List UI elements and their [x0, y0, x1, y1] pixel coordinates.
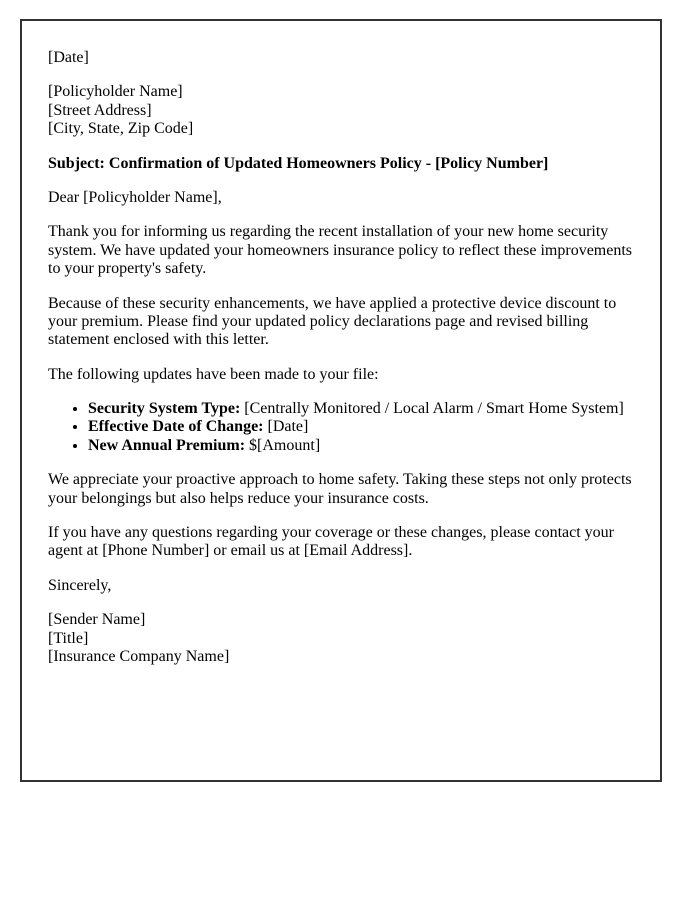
- sender-title: [Title]: [48, 629, 89, 647]
- list-item-effective-date: [88, 418, 634, 436]
- bullet-label: Security System Type:: [88, 400, 241, 418]
- salutation: Dear [Policyholder Name],: [48, 188, 222, 206]
- letter-document: [20, 19, 662, 782]
- closing: Sincerely,: [48, 576, 112, 594]
- paragraph-appreciation: We appreciate your proactive approach to home safety. Taking these steps not only protects your belongings but also helps reduce your insurance costs.: [48, 471, 632, 507]
- sender-company: [Insurance Company Name]: [48, 647, 230, 665]
- signature-block: [48, 611, 634, 666]
- recipient-street: [Street Address]: [48, 101, 152, 119]
- letter-date: [Date]: [48, 49, 89, 66]
- paragraph-security-install: Thank you for informing us regarding the recent installation of your new home security system. We have updated your homeowners insurance policy to reflect these improvements to your property's safety.: [48, 223, 633, 278]
- bullet-value: $[Amount]: [249, 436, 321, 454]
- subject-line: Subject: Confirmation of Updated Homeowners Policy - [Policy Number]: [48, 154, 549, 172]
- bullet-label: New Annual Premium:: [88, 436, 246, 454]
- list-item-new-annual-premium: [88, 437, 634, 455]
- sender-name: [Sender Name]: [48, 611, 146, 629]
- list-item-security-system-type: [88, 400, 634, 418]
- recipient-name: [Policyholder Name]: [48, 83, 183, 101]
- paragraph-updates-intro: The following updates have been made to your file:: [48, 365, 379, 383]
- bullet-label: Effective Date of Change:: [88, 418, 264, 436]
- paragraph-discount-applied: Because of these security enhancements, we have applied a protective device discount to your premium. Please find your updated policy declarations page and revised billing statement enclosed with this letter.: [48, 294, 617, 349]
- recipient-address-block: [48, 83, 634, 138]
- bullet-value: [Centrally Monitored / Local Alarm / Smart Home System]: [244, 400, 624, 418]
- recipient-city-state-zip: [City, State, Zip Code]: [48, 120, 194, 138]
- bullet-value: [Date]: [267, 418, 309, 436]
- updates-list: [48, 400, 634, 455]
- paragraph-contact-info: If you have any questions regarding your coverage or these changes, please contact your agent at [Phone Number] or email us at [Email Address].: [48, 524, 615, 560]
